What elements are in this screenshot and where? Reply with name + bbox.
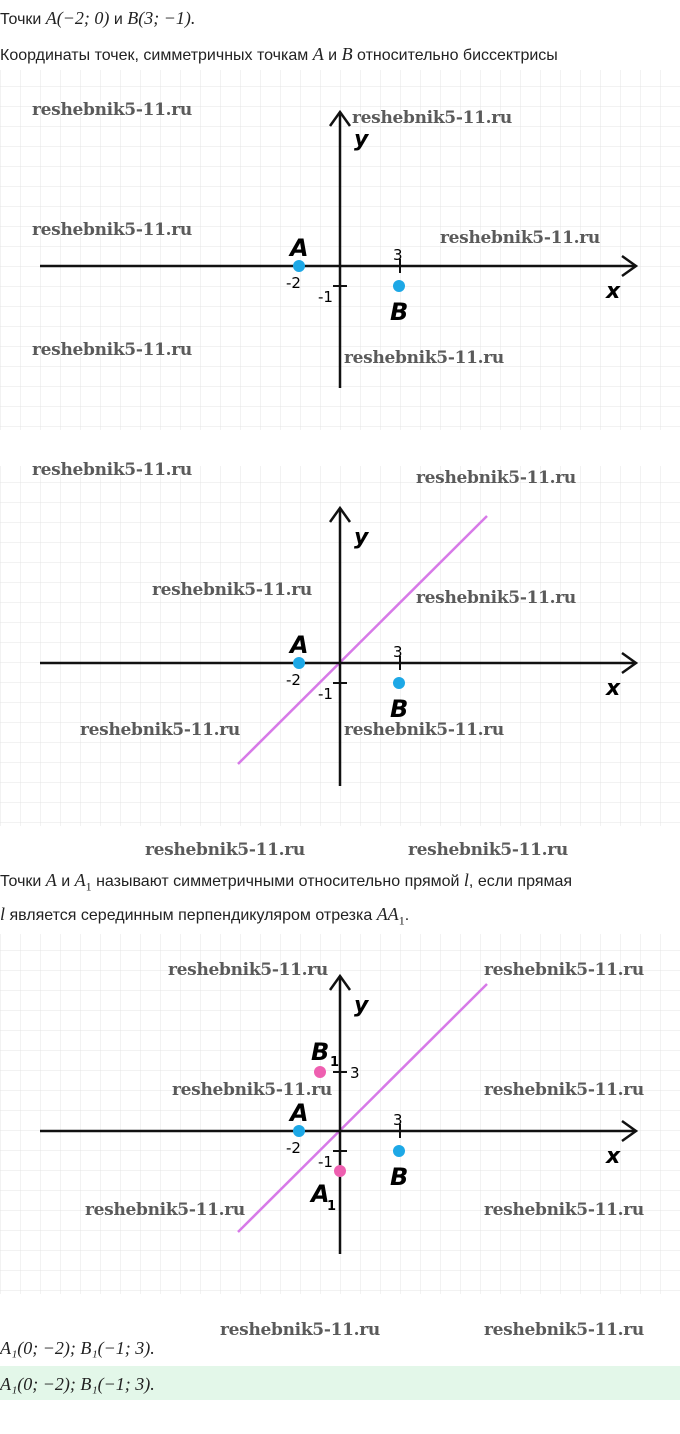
- definition-line-2: [0, 904, 409, 931]
- y-axis-label: y: [354, 993, 369, 1018]
- x-axis-label: x: [606, 1144, 621, 1169]
- watermark: reshebnik5-11.ru: [172, 1080, 332, 1100]
- point-a-label: A: [290, 631, 309, 659]
- point-b-dot: [393, 280, 405, 292]
- def-dot: .: [404, 907, 410, 924]
- def-text-4: является серединным перпендикуляром отрезка: [9, 907, 373, 924]
- point-a1-dot: [334, 1165, 346, 1177]
- task-tail: относительно биссектрисы: [357, 47, 558, 64]
- graph-1: [0, 70, 680, 430]
- watermark: reshebnik5-11.ru: [168, 960, 328, 980]
- watermark: reshebnik5-11.ru: [484, 1080, 644, 1100]
- tick-label-neg1: -1: [318, 685, 333, 703]
- watermark: reshebnik5-11.ru: [344, 348, 504, 368]
- point-a-label: A: [290, 1099, 309, 1127]
- point-b1-dot: [314, 1066, 326, 1078]
- watermark: reshebnik5-11.ru: [85, 1200, 245, 1220]
- watermark: reshebnik5-11.ru: [484, 1320, 644, 1340]
- watermark: reshebnik5-11.ru: [220, 1320, 380, 1340]
- def-aa1: [376, 904, 405, 928]
- point-b-label: B: [390, 1163, 409, 1191]
- tick-label-3: 3: [393, 1111, 403, 1129]
- watermark: reshebnik5-11.ru: [344, 720, 504, 740]
- watermark: reshebnik5-11.ru: [416, 588, 576, 608]
- answer-text: A₁(0; −2); B₁(−1; 3).: [0, 1374, 155, 1394]
- watermark: reshebnik5-11.ru: [80, 720, 240, 740]
- graph-2: [0, 466, 680, 826]
- def-l: l: [463, 870, 469, 890]
- watermark: reshebnik5-11.ru: [145, 840, 305, 860]
- watermark: reshebnik5-11.ru: [32, 100, 192, 120]
- watermark: reshebnik5-11.ru: [152, 580, 312, 600]
- y-axis-label: y: [354, 525, 369, 550]
- watermark: reshebnik5-11.ru: [484, 1200, 644, 1220]
- def-aa1-sub: 1: [398, 913, 405, 928]
- def-text-3: , если прямая: [468, 873, 573, 890]
- task-text: Координаты точек, симметричных точкам: [0, 47, 309, 64]
- point-a-label: A: [290, 234, 309, 262]
- point-b-label: B: [390, 298, 409, 326]
- y-axis-label: y: [354, 127, 369, 152]
- tick-label-neg2: -2: [286, 671, 301, 689]
- point-b-dot: [393, 677, 405, 689]
- tick-label-neg2: -2: [286, 274, 301, 292]
- point-b-dot: [393, 1145, 405, 1157]
- def-a1-letter: A: [74, 870, 86, 890]
- watermark: reshebnik5-11.ru: [484, 960, 644, 980]
- x-axis-label: x: [606, 676, 621, 701]
- point-a-coords: A(−2; 0): [45, 8, 110, 28]
- watermark: reshebnik5-11.ru: [32, 220, 192, 240]
- task-b: B: [341, 44, 353, 64]
- tick-label-neg2: -2: [286, 1139, 301, 1157]
- watermark: reshebnik5-11.ru: [440, 228, 600, 248]
- answer-box: [0, 1366, 680, 1400]
- def-a1: [74, 870, 92, 894]
- intro-points-line: [0, 8, 195, 30]
- tick-label-3: 3: [393, 643, 403, 661]
- def-aa1-letters: AA: [376, 904, 399, 924]
- task-and: и: [328, 47, 338, 64]
- intro-prefix: Точки: [0, 11, 42, 28]
- task-a: A: [312, 44, 324, 64]
- watermark: reshebnik5-11.ru: [408, 840, 568, 860]
- def-a: A: [45, 870, 57, 890]
- watermark: reshebnik5-11.ru: [352, 108, 512, 128]
- result-line: A₁(0; −2); B₁(−1; 3).: [0, 1338, 155, 1358]
- def-and: и: [61, 873, 71, 890]
- task-line: [0, 44, 558, 66]
- def-a1-sub: 1: [85, 879, 92, 894]
- point-b-coords: B(3; −1).: [127, 8, 196, 28]
- intro-and: и: [113, 11, 123, 28]
- x-axis-label: x: [606, 279, 621, 304]
- point-a1-label: A: [311, 1180, 330, 1208]
- tick-label-y3: 3: [350, 1064, 360, 1082]
- tick-label-3: 3: [393, 246, 403, 264]
- tick-label-neg1: -1: [318, 1153, 333, 1171]
- watermark: reshebnik5-11.ru: [32, 460, 192, 480]
- graph-3: [0, 934, 680, 1294]
- def-text-1: Точки: [0, 873, 42, 890]
- point-b1-sub: 1: [330, 1055, 340, 1070]
- watermark: reshebnik5-11.ru: [416, 468, 576, 488]
- def-l2: l: [0, 904, 6, 924]
- point-a1-sub: 1: [327, 1199, 337, 1214]
- watermark: reshebnik5-11.ru: [32, 340, 192, 360]
- point-b1-label: B: [311, 1038, 330, 1066]
- definition-line-1: [0, 870, 572, 897]
- tick-label-neg1: -1: [318, 288, 333, 306]
- def-text-2: называют симметричными относительно прямой: [96, 873, 460, 890]
- point-b-label: B: [390, 695, 409, 723]
